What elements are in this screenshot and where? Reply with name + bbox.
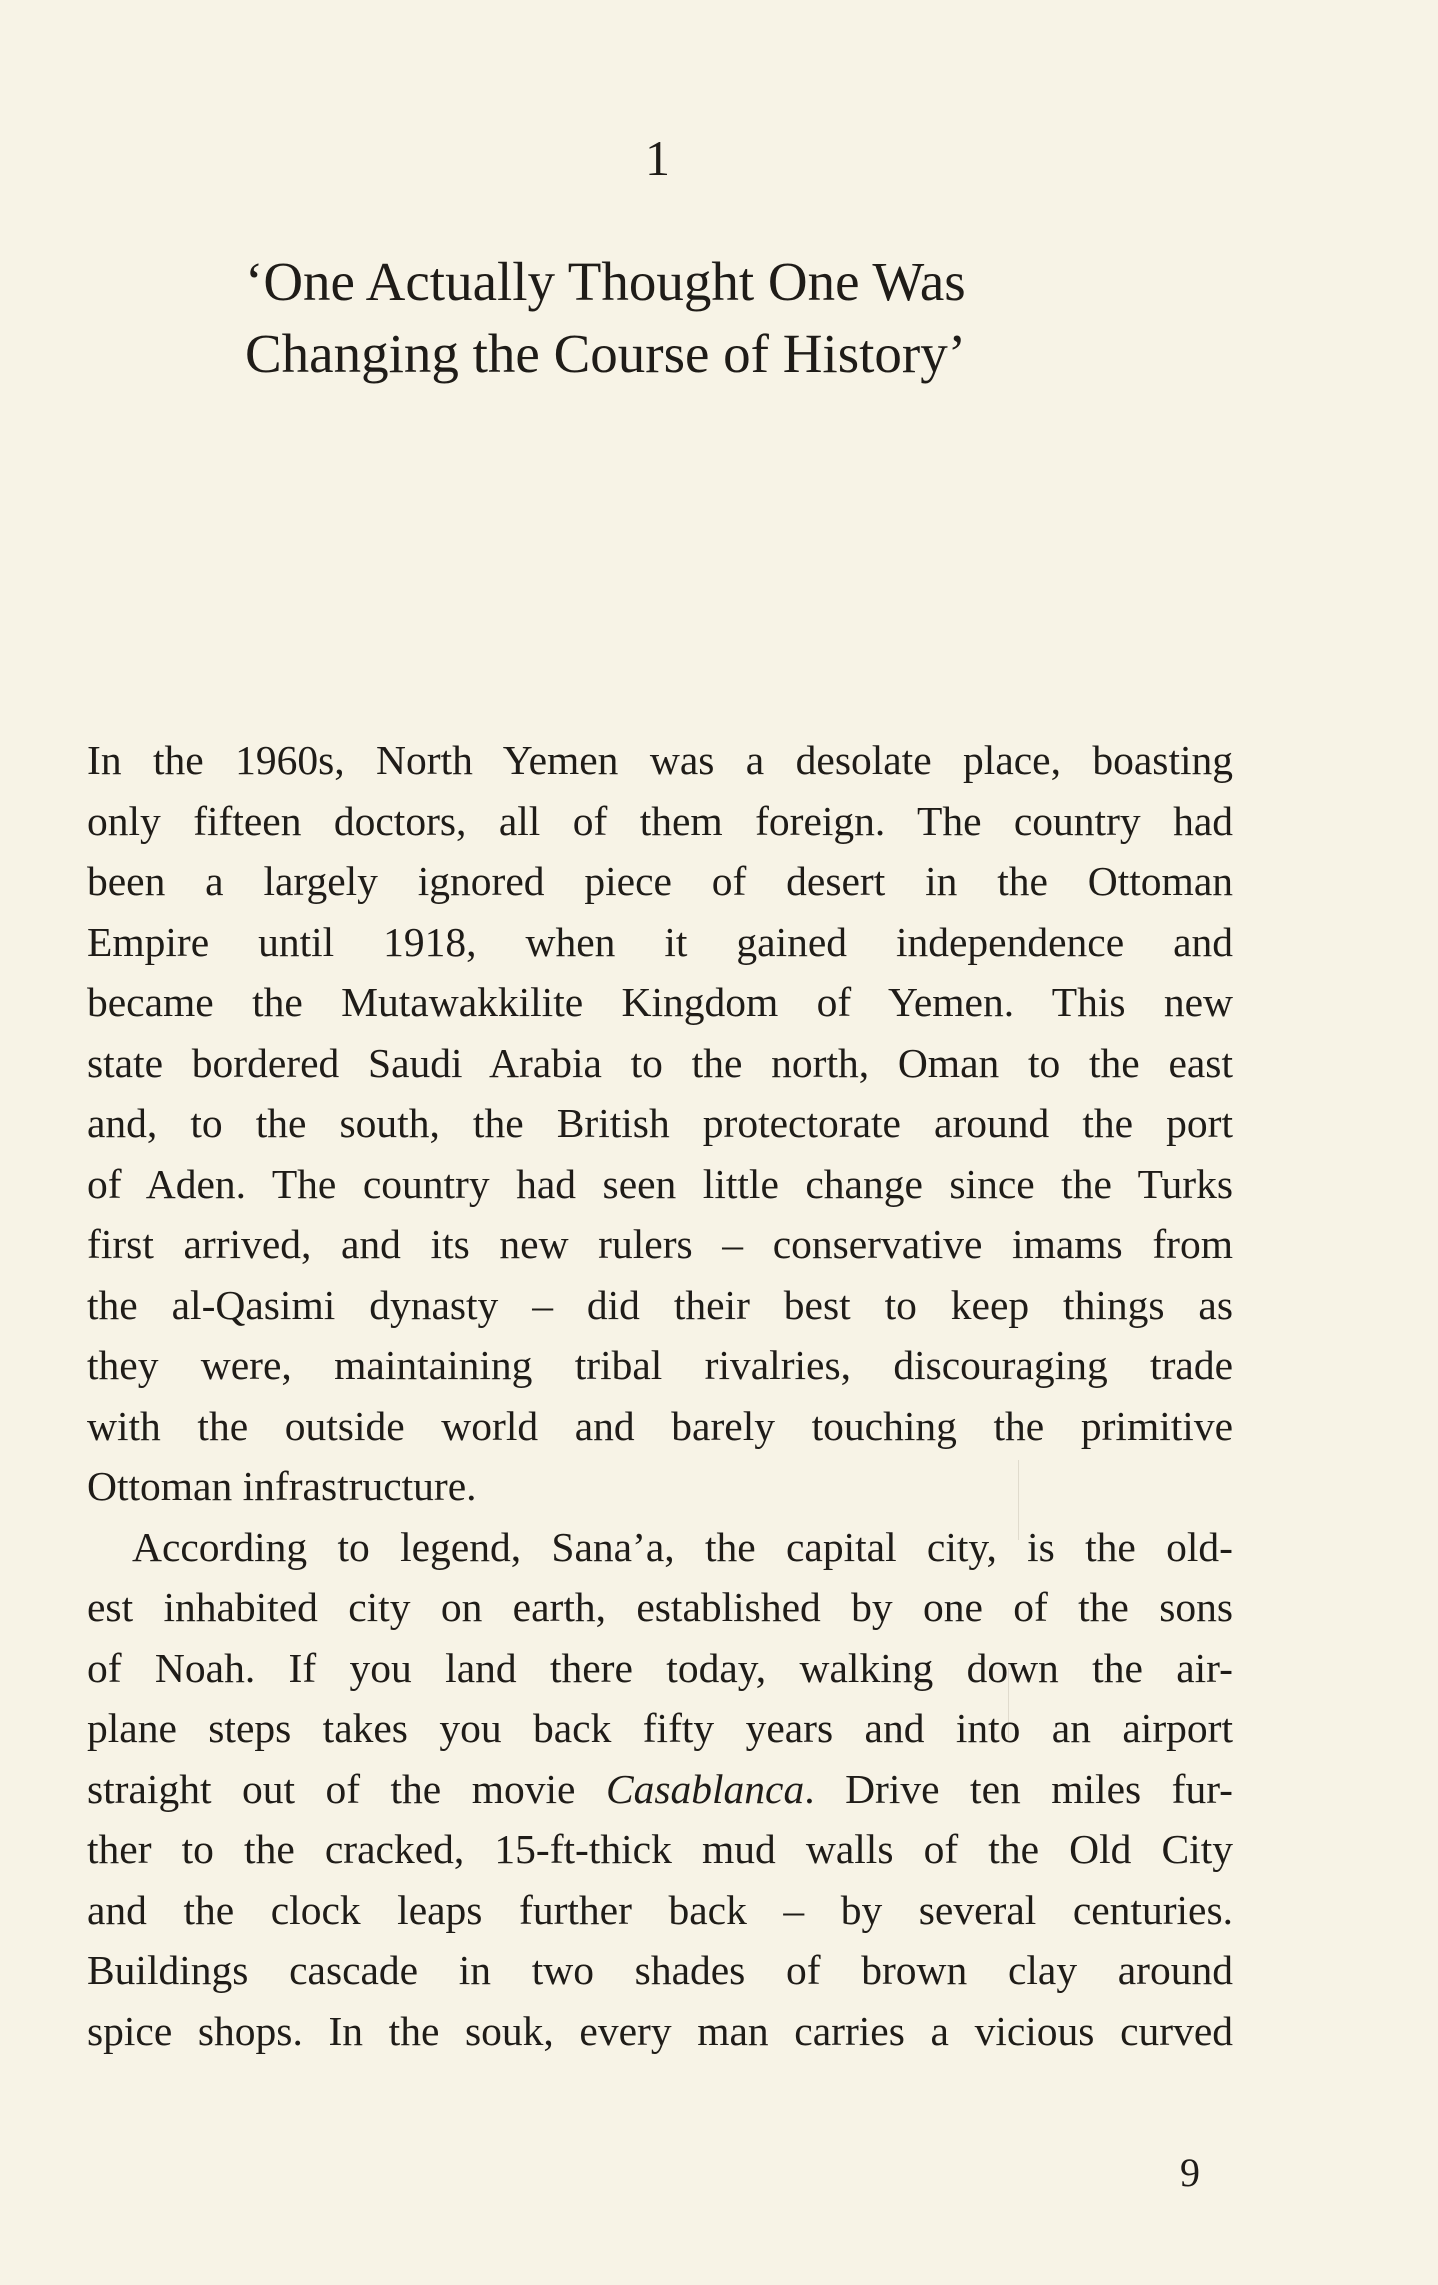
chapter-title <box>245 246 1245 390</box>
chapter-title-line: Changing the Course of History’ <box>245 323 967 384</box>
text-line: According to legend, Sana’a, the capital city, is the old- <box>132 1523 1233 1570</box>
page-number: 9 <box>1180 2150 1200 2195</box>
text-line: they were, maintaining tribal rivalries, discouraging trade <box>87 1342 1233 1388</box>
text-line: plane steps takes you back fifty years and into an airport <box>87 1705 1233 1751</box>
text-line: and, to the south, the British protectorate around the port <box>87 1100 1233 1146</box>
text-line: of Noah. If you land there today, walking down the air- <box>87 1644 1233 1691</box>
body-text <box>87 730 1233 2061</box>
film-title: Casablanca <box>605 1765 805 1812</box>
text-line: Buildings cascade in two shades of brown clay around <box>87 1947 1233 1993</box>
text-line: first arrived, and its new rulers – conservative imams from <box>87 1221 1233 1267</box>
text-line: state bordered Saudi Arabia to the north, Oman to the east <box>87 1039 1233 1086</box>
chapter-title-line: ‘One Actually Thought One Was <box>245 251 966 312</box>
text-line: became the Mutawakkilite Kingdom of Yemen. This new <box>87 979 1233 1025</box>
text-line: straight out of the movie Casablanca. Drive ten miles fur- <box>87 1765 1234 1812</box>
text-line: Empire until 1918, when it gained independence and <box>87 918 1233 965</box>
text-line: of Aden. The country had seen little change since the Turks <box>87 1160 1233 1207</box>
text-line: est inhabited city on earth, established by one of the sons <box>87 1584 1233 1630</box>
text-line: and the clock leaps further back – by several centuries. <box>87 1886 1233 1933</box>
scan-artifact <box>1008 1668 1009 1738</box>
chapter-number: 1 <box>645 130 671 186</box>
text-line: with the outside world and barely touching the primitive <box>87 1402 1233 1449</box>
paragraph <box>87 730 1233 1517</box>
text-line: only fifteen doctors, all of them foreign. The country had <box>87 797 1233 844</box>
text-line: ther to the cracked, 15-ft-thick mud walls of the Old City <box>87 1826 1233 1872</box>
scan-artifact <box>1018 1460 1019 1540</box>
text-line: In the 1960s, North Yemen was a desolate place, boasting <box>87 737 1233 783</box>
paragraph <box>87 1517 1233 2062</box>
text-line: Ottoman infrastructure. <box>87 1463 477 1509</box>
text-line: the al-Qasimi dynasty – did their best to keep things as <box>87 1281 1233 1328</box>
text-line: been a largely ignored piece of desert in the Ottoman <box>87 858 1233 904</box>
text-line: spice shops. In the souk, every man carries a vicious curved <box>87 2007 1233 2054</box>
